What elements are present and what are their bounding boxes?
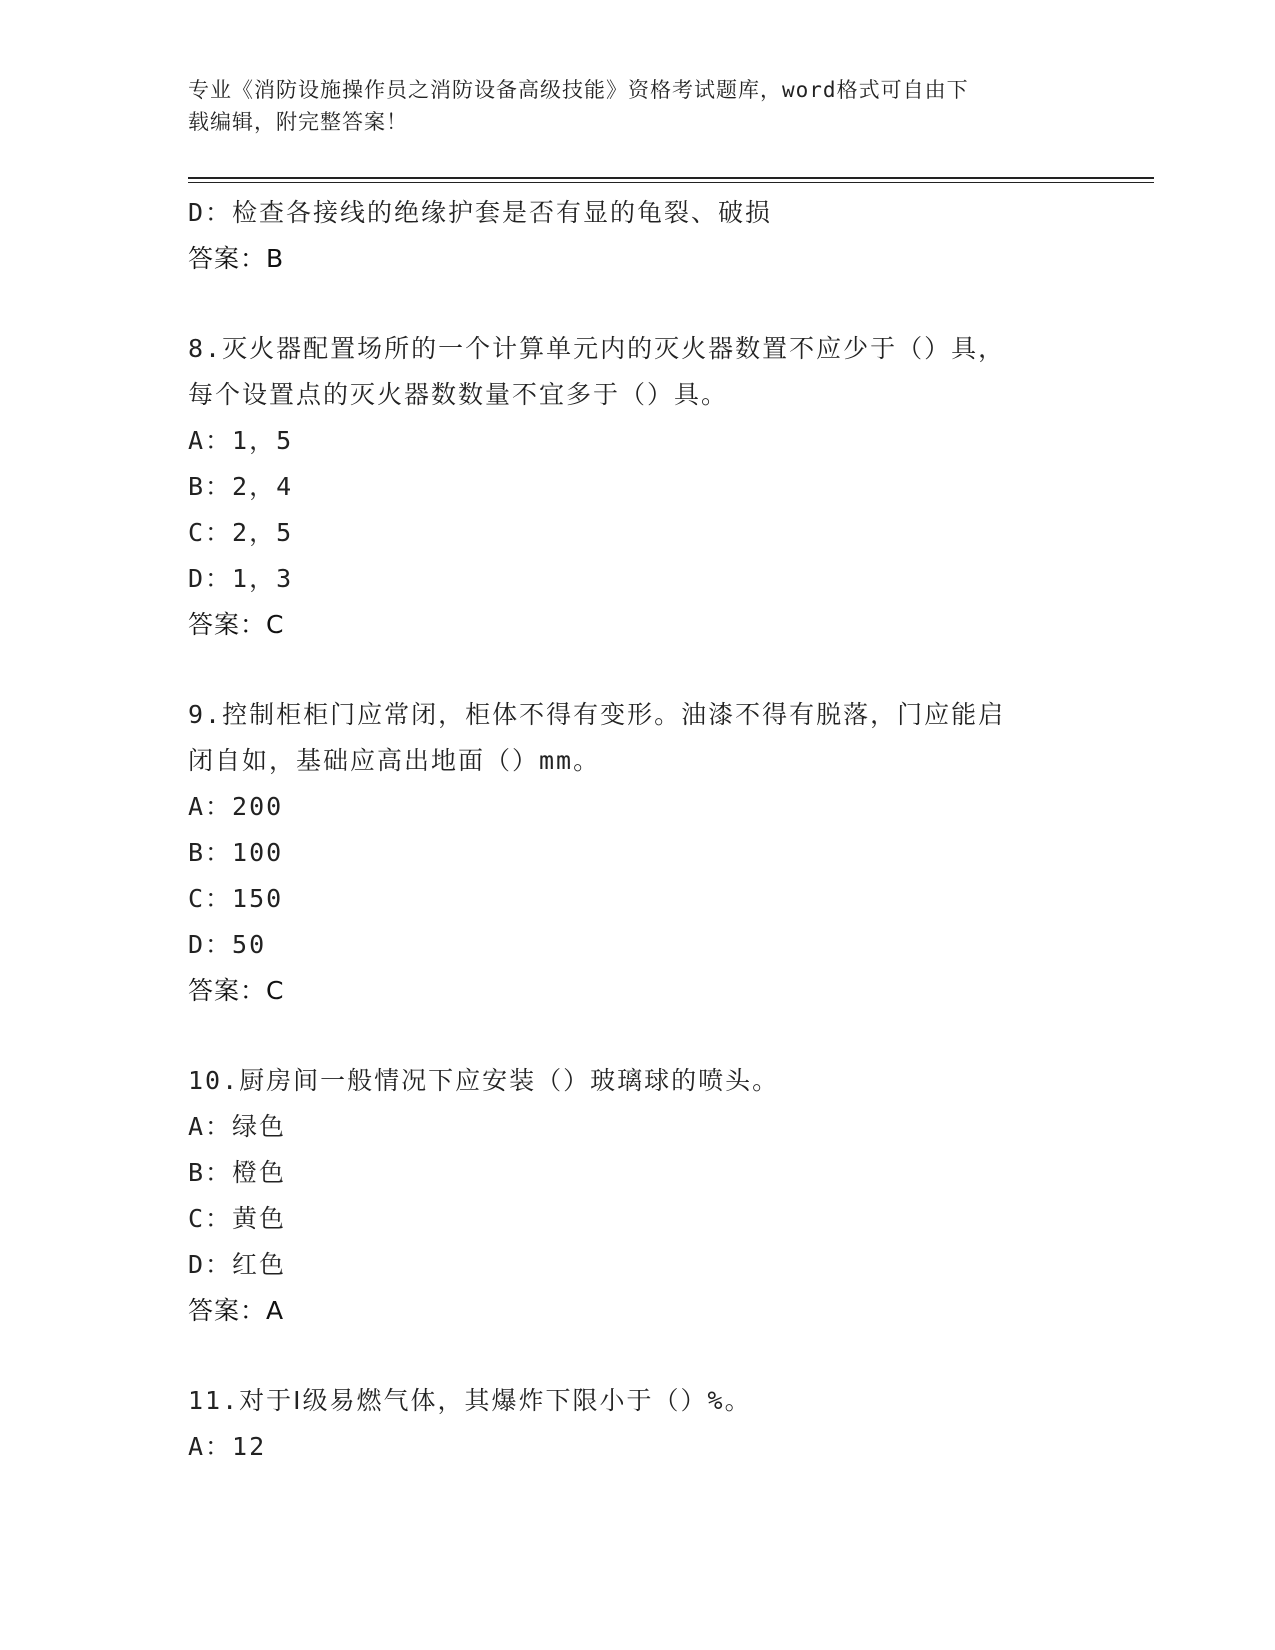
previous-question-tail bbox=[188, 190, 1088, 282]
question-10 bbox=[188, 1058, 1088, 1334]
option-b: B：橙色 bbox=[188, 1158, 287, 1187]
question-text-line-1: 10.厨房间一般情况下应安装（）玻璃球的喷头。 bbox=[188, 1066, 780, 1095]
option-a: A：12 bbox=[188, 1432, 267, 1461]
question-8 bbox=[188, 326, 1088, 648]
option-a: A：绿色 bbox=[188, 1112, 287, 1141]
question-text-line-1: 8.灭火器配置场所的一个计算单元内的灭火器数置不应少于（）具， bbox=[188, 334, 1006, 363]
question-text-line-1: 9.控制柜柜门应常闭，柜体不得有变形。油漆不得有脱落，门应能启 bbox=[188, 700, 1006, 729]
document-header bbox=[188, 74, 1068, 138]
option-c: C：2，5 bbox=[188, 518, 294, 547]
answer-line: 答案：C bbox=[188, 976, 285, 1005]
option-a: A：200 bbox=[188, 792, 284, 821]
question-9 bbox=[188, 692, 1088, 1014]
option-a: A：1，5 bbox=[188, 426, 294, 455]
answer-line: 答案：C bbox=[188, 610, 285, 639]
option-c: C：150 bbox=[188, 884, 284, 913]
option-c: C：黄色 bbox=[188, 1204, 287, 1233]
option-d: D：50 bbox=[188, 930, 267, 959]
header-line-2: 载编辑，附完整答案！ bbox=[188, 110, 408, 134]
header-divider-thin bbox=[188, 182, 1154, 183]
option-d: D：检查各接线的绝缘护套是否有显的龟裂、破损 bbox=[188, 198, 773, 227]
question-list bbox=[188, 190, 1088, 1470]
question-text-line-1: 11.对于Ⅰ级易燃气体，其爆炸下限小于（）%。 bbox=[188, 1386, 752, 1415]
question-text-line-2: 每个设置点的灭火器数数量不宜多于（）具。 bbox=[188, 380, 729, 409]
question-text-line-2: 闭自如，基础应高出地面（）mm。 bbox=[188, 746, 601, 775]
answer-line: 答案：A bbox=[188, 1296, 285, 1325]
option-b: B：100 bbox=[188, 838, 284, 867]
option-d: D：1，3 bbox=[188, 564, 294, 593]
option-d: D：红色 bbox=[188, 1250, 287, 1279]
answer-line: 答案：B bbox=[188, 244, 285, 273]
header-line-1: 专业《消防设施操作员之消防设备高级技能》资格考试题库，word格式可自由下 bbox=[188, 78, 969, 102]
question-11 bbox=[188, 1378, 1088, 1470]
header-divider-thick bbox=[188, 177, 1154, 179]
option-b: B：2，4 bbox=[188, 472, 294, 501]
